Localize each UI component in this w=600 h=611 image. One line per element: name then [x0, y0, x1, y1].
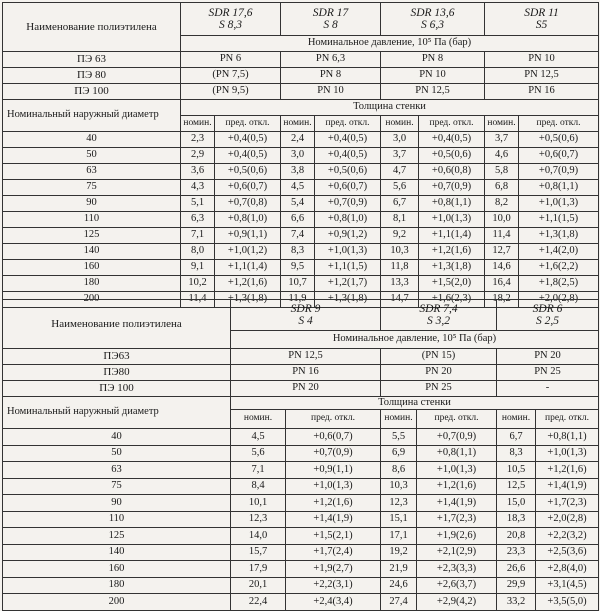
pressure-value: PN 12,5 — [231, 349, 381, 365]
tolerance-cell: +1,5(2,1) — [286, 528, 381, 545]
tolerance-cell: +0,9(1,2) — [315, 228, 381, 244]
tolerance-cell: +0,6(0,7) — [315, 180, 381, 196]
sdr-header — [381, 3, 485, 36]
nominal-cell: 15,7 — [231, 544, 286, 561]
tolerance-cell: +1,1(1,4) — [419, 228, 485, 244]
tolerance-cell: +2,9(4,2) — [417, 594, 497, 611]
tolerance-cell: +0,7(0,9) — [315, 196, 381, 212]
nominal-cell: 3,7 — [381, 148, 419, 164]
tolerance-cell: +1,9(2,6) — [417, 528, 497, 545]
nominal-cell: 5,1 — [181, 196, 215, 212]
diameter-cell: 63 — [3, 462, 231, 479]
nominal-header: номин. — [485, 116, 519, 132]
tolerance-cell: +1,0(1,3) — [417, 462, 497, 479]
nominal-cell: 8,3 — [497, 445, 536, 462]
nominal-cell: 7,1 — [181, 228, 215, 244]
tolerance-cell: +0,6(0,7) — [519, 148, 599, 164]
diameter-cell: 140 — [3, 544, 231, 561]
nominal-cell: 15,0 — [497, 495, 536, 512]
tolerance-cell: +1,0(1,3) — [419, 212, 485, 228]
tolerance-cell: +1,4(1,9) — [417, 495, 497, 512]
tolerance-header: пред. откл. — [315, 116, 381, 132]
tolerance-header: пред. откл. — [419, 116, 485, 132]
nominal-cell: 10,2 — [181, 276, 215, 292]
sdr-value: SDR 11 — [524, 7, 559, 19]
pressure-value: PN 10 — [381, 68, 485, 84]
nominal-cell: 26,6 — [497, 561, 536, 578]
nominal-cell: 6,9 — [381, 445, 417, 462]
tolerance-header: пред. откл. — [417, 410, 497, 429]
nominal-header: номин. — [281, 116, 315, 132]
s-value: S 4 — [298, 315, 313, 327]
nominal-header: номин. — [181, 116, 215, 132]
nominal-cell: 10,0 — [485, 212, 519, 228]
nominal-cell: 12,3 — [381, 495, 417, 512]
nominal-cell: 8,3 — [281, 244, 315, 260]
tolerance-cell: +3,5(5,0) — [536, 594, 599, 611]
nominal-cell: 23,3 — [497, 544, 536, 561]
nominal-cell: 13,3 — [381, 276, 419, 292]
polyethylene-name-header: Наименование полиэтилена — [3, 3, 181, 52]
tolerance-header: пред. откл. — [536, 410, 599, 429]
tolerance-cell: +2,2(3,1) — [286, 577, 381, 594]
tolerance-cell: +1,3(1,8) — [215, 292, 281, 308]
nominal-cell: 12,7 — [485, 244, 519, 260]
nominal-cell: 9,1 — [181, 260, 215, 276]
diameter-cell: 40 — [3, 429, 231, 446]
table-row — [3, 244, 599, 260]
nominal-cell: 7,4 — [281, 228, 315, 244]
diameter-cell: 200 — [3, 292, 181, 308]
table-row — [3, 528, 599, 545]
tolerance-cell: +1,9(2,7) — [286, 561, 381, 578]
nominal-cell: 16,4 — [485, 276, 519, 292]
tolerance-cell: +2,6(3,7) — [417, 577, 497, 594]
table-row — [3, 495, 599, 512]
tolerance-header: пред. откл. — [519, 116, 599, 132]
tolerance-cell: +1,7(2,3) — [417, 511, 497, 528]
nominal-cell: 20,1 — [231, 577, 286, 594]
table-row — [3, 462, 599, 479]
nominal-cell: 11,9 — [281, 292, 315, 308]
table-row — [3, 164, 599, 180]
tolerance-cell: +0,4(0,5) — [215, 132, 281, 148]
tolerance-cell: +0,9(1,1) — [286, 462, 381, 479]
pe-grade-label: ПЭ63 — [3, 349, 231, 365]
tolerance-cell: +1,0(1,3) — [519, 196, 599, 212]
nominal-cell: 10,3 — [381, 478, 417, 495]
tolerance-cell: +1,1(1,4) — [215, 260, 281, 276]
s-value: S 8 — [323, 19, 338, 31]
tolerance-header: пред. откл. — [215, 116, 281, 132]
pressure-value: PN 20 — [381, 365, 497, 381]
nominal-header: номин. — [381, 116, 419, 132]
nominal-cell: 8,6 — [381, 462, 417, 479]
tolerance-cell: +1,0(1,2) — [215, 244, 281, 260]
nominal-cell: 3,0 — [281, 148, 315, 164]
tolerance-cell: +2,0(2,8) — [519, 292, 599, 308]
nominal-cell: 11,4 — [181, 292, 215, 308]
tolerance-cell: +1,7(2,4) — [286, 544, 381, 561]
tolerance-cell: +2,0(2,8) — [536, 511, 599, 528]
nominal-cell: 4,5 — [281, 180, 315, 196]
sdr-header — [231, 300, 381, 331]
pressure-value: PN 16 — [485, 84, 599, 100]
diameter-cell: 110 — [3, 511, 231, 528]
nominal-cell: 33,2 — [497, 594, 536, 611]
tolerance-cell: +0,7(0,9) — [519, 164, 599, 180]
nominal-cell: 22,4 — [231, 594, 286, 611]
s-value: S 8,3 — [219, 19, 242, 31]
nominal-cell: 4,7 — [381, 164, 419, 180]
tolerance-cell: +0,5(0,6) — [419, 148, 485, 164]
s-value: S 6,3 — [421, 19, 444, 31]
pressure-header: Номинальное давление, 10⁵ Па (бар) — [231, 331, 599, 349]
nominal-cell: 24,6 — [381, 577, 417, 594]
tolerance-cell: +0,8(1,0) — [215, 212, 281, 228]
tolerance-cell: +0,9(1,1) — [215, 228, 281, 244]
nominal-cell: 5,6 — [231, 445, 286, 462]
diameter-header: Номинальный наружный диаметр — [3, 397, 231, 429]
nominal-cell: 21,9 — [381, 561, 417, 578]
diameter-cell: 50 — [3, 148, 181, 164]
table-row — [3, 577, 599, 594]
pressure-value: PN 10 — [281, 84, 381, 100]
pressure-value: PN 10 — [485, 52, 599, 68]
nominal-cell: 11,4 — [485, 228, 519, 244]
pressure-value: PN 20 — [497, 349, 599, 365]
thickness-header: Толщина стенки — [181, 100, 599, 116]
nominal-cell: 12,3 — [231, 511, 286, 528]
tolerance-cell: +0,5(0,6) — [215, 164, 281, 180]
tolerance-cell: +0,6(0,7) — [215, 180, 281, 196]
tolerance-cell: +1,4(1,9) — [286, 511, 381, 528]
nominal-cell: 17,1 — [381, 528, 417, 545]
nominal-cell: 4,6 — [485, 148, 519, 164]
tolerance-cell: +1,2(1,6) — [215, 276, 281, 292]
nominal-cell: 5,4 — [281, 196, 315, 212]
thickness-header: Толщина стенки — [231, 397, 599, 410]
nominal-cell: 20,8 — [497, 528, 536, 545]
nominal-cell: 3,8 — [281, 164, 315, 180]
diameter-cell: 180 — [3, 276, 181, 292]
nominal-cell: 19,2 — [381, 544, 417, 561]
tolerance-cell: +1,8(2,5) — [519, 276, 599, 292]
nominal-cell: 10,5 — [497, 462, 536, 479]
diameter-cell: 160 — [3, 260, 181, 276]
tolerance-cell: +1,4(1,9) — [536, 478, 599, 495]
tolerance-cell: +1,6(2,2) — [519, 260, 599, 276]
nominal-cell: 8,2 — [485, 196, 519, 212]
pipe-table-1 — [2, 2, 599, 308]
nominal-cell: 5,5 — [381, 429, 417, 446]
diameter-cell: 63 — [3, 164, 181, 180]
diameter-cell: 75 — [3, 180, 181, 196]
nominal-cell: 3,6 — [181, 164, 215, 180]
pe-grade-label: ПЭ 63 — [3, 52, 181, 68]
tolerance-cell: +0,4(0,5) — [419, 132, 485, 148]
tolerance-cell: +0,7(0,9) — [419, 180, 485, 196]
nominal-cell: 14,0 — [231, 528, 286, 545]
pressure-value: PN 8 — [281, 68, 381, 84]
tolerance-cell: +2,1(2,9) — [417, 544, 497, 561]
tolerance-cell: +2,8(4,0) — [536, 561, 599, 578]
diameter-cell: 40 — [3, 132, 181, 148]
pressure-value: (PN 15) — [381, 349, 497, 365]
nominal-cell: 6,3 — [181, 212, 215, 228]
nominal-cell: 27,4 — [381, 594, 417, 611]
nominal-cell: 8,0 — [181, 244, 215, 260]
tolerance-cell: +1,2(1,6) — [419, 244, 485, 260]
diameter-cell: 160 — [3, 561, 231, 578]
tolerance-cell: +0,8(1,1) — [417, 445, 497, 462]
table-row — [3, 132, 599, 148]
tolerance-cell: +0,4(0,5) — [215, 148, 281, 164]
tolerance-cell: +0,4(0,5) — [315, 132, 381, 148]
sdr-value: SDR 13,6 — [410, 7, 455, 19]
sdr-header — [281, 3, 381, 36]
tolerance-cell: +0,4(0,5) — [315, 148, 381, 164]
nominal-cell: 29,9 — [497, 577, 536, 594]
tolerance-header: пред. откл. — [286, 410, 381, 429]
pressure-value: (PN 9,5) — [181, 84, 281, 100]
diameter-cell: 180 — [3, 577, 231, 594]
nominal-cell: 8,4 — [231, 478, 286, 495]
tolerance-cell: +2,3(3,3) — [417, 561, 497, 578]
diameter-cell: 50 — [3, 445, 231, 462]
tolerance-cell: +1,2(1,6) — [286, 495, 381, 512]
sdr-header — [381, 300, 497, 331]
tolerance-cell: +0,6(0,8) — [419, 164, 485, 180]
tolerance-cell: +1,0(1,3) — [315, 244, 381, 260]
table-row — [3, 429, 599, 446]
pressure-value: PN 12,5 — [381, 84, 485, 100]
diameter-cell: 90 — [3, 196, 181, 212]
pe-grade-label: ПЭ 100 — [3, 84, 181, 100]
pressure-value: - — [497, 381, 599, 397]
table-row — [3, 212, 599, 228]
tolerance-cell: +1,4(2,0) — [519, 244, 599, 260]
tolerance-cell: +1,3(1,8) — [419, 260, 485, 276]
pressure-value: PN 6,3 — [281, 52, 381, 68]
nominal-cell: 6,7 — [381, 196, 419, 212]
nominal-cell: 2,4 — [281, 132, 315, 148]
pressure-value: PN 12,5 — [485, 68, 599, 84]
pipe-table-2 — [2, 299, 599, 611]
tolerance-cell: +0,7(0,9) — [286, 445, 381, 462]
tolerance-cell: +0,8(1,1) — [536, 429, 599, 446]
sdr-header — [497, 300, 599, 331]
tolerance-cell: +1,7(2,3) — [536, 495, 599, 512]
tolerance-cell: +1,3(1,8) — [315, 292, 381, 308]
tolerance-cell: +1,2(1,6) — [536, 462, 599, 479]
diameter-cell: 125 — [3, 228, 181, 244]
tolerance-cell: +2,2(3,2) — [536, 528, 599, 545]
tolerance-cell: +1,0(1,3) — [286, 478, 381, 495]
tolerance-cell: +0,5(0,6) — [519, 132, 599, 148]
sdr-value: SDR 17,6 — [208, 7, 253, 19]
sdr-value: SDR 7,4 — [419, 303, 458, 315]
diameter-cell: 110 — [3, 212, 181, 228]
pe-grade-label: ПЭ80 — [3, 365, 231, 381]
nominal-cell: 5,6 — [381, 180, 419, 196]
nominal-cell: 2,9 — [181, 148, 215, 164]
pressure-value: PN 16 — [231, 365, 381, 381]
tolerance-cell: +1,2(1,7) — [315, 276, 381, 292]
nominal-cell: 6,6 — [281, 212, 315, 228]
nominal-cell: 17,9 — [231, 561, 286, 578]
nominal-cell: 6,8 — [485, 180, 519, 196]
table-row — [3, 180, 599, 196]
nominal-cell: 10,1 — [231, 495, 286, 512]
sdr-header — [485, 3, 599, 36]
tolerance-cell: +0,8(1,0) — [315, 212, 381, 228]
nominal-cell: 10,3 — [381, 244, 419, 260]
table-row — [3, 148, 599, 164]
nominal-cell: 18,3 — [497, 511, 536, 528]
nominal-cell: 8,1 — [381, 212, 419, 228]
table-row — [3, 561, 599, 578]
nominal-header: номин. — [381, 410, 417, 429]
tolerance-cell: +0,7(0,8) — [215, 196, 281, 212]
tolerance-cell: +0,5(0,6) — [315, 164, 381, 180]
table-row — [3, 511, 599, 528]
tolerance-cell: +2,5(3,6) — [536, 544, 599, 561]
diameter-cell: 75 — [3, 478, 231, 495]
polyethylene-name-header: Наименование полиэтилена — [3, 300, 231, 349]
s-value: S 3,2 — [427, 315, 450, 327]
table-row — [3, 196, 599, 212]
nominal-cell: 5,8 — [485, 164, 519, 180]
sdr-value: SDR 6 — [532, 303, 563, 315]
table-row — [3, 594, 599, 611]
tolerance-cell: +1,0(1,3) — [536, 445, 599, 462]
pressure-value: (PN 7,5) — [181, 68, 281, 84]
table-row — [3, 228, 599, 244]
diameter-cell: 140 — [3, 244, 181, 260]
tolerance-cell: +2,4(3,4) — [286, 594, 381, 611]
tolerance-cell: +1,5(2,0) — [419, 276, 485, 292]
nominal-header: номин. — [497, 410, 536, 429]
nominal-cell: 9,2 — [381, 228, 419, 244]
s-value: S5 — [535, 19, 548, 31]
table-row — [3, 276, 599, 292]
table-row — [3, 544, 599, 561]
table-row — [3, 445, 599, 462]
nominal-cell: 14,6 — [485, 260, 519, 276]
nominal-cell: 10,7 — [281, 276, 315, 292]
nominal-cell: 7,1 — [231, 462, 286, 479]
pressure-header: Номинальное давление, 10⁵ Па (бар) — [181, 36, 599, 52]
pe-grade-label: ПЭ 80 — [3, 68, 181, 84]
tolerance-cell: +1,2(1,6) — [417, 478, 497, 495]
nominal-cell: 2,3 — [181, 132, 215, 148]
nominal-header: номин. — [231, 410, 286, 429]
tolerance-cell: +1,6(2,3) — [419, 292, 485, 308]
nominal-cell: 15,1 — [381, 511, 417, 528]
table-row — [3, 478, 599, 495]
nominal-cell: 4,5 — [231, 429, 286, 446]
tolerance-cell: +0,7(0,9) — [417, 429, 497, 446]
pressure-value: PN 25 — [381, 381, 497, 397]
tolerance-cell: +1,1(1,5) — [315, 260, 381, 276]
nominal-cell: 6,7 — [497, 429, 536, 446]
table-row — [3, 260, 599, 276]
tolerance-cell: +0,8(1,1) — [519, 180, 599, 196]
tolerance-cell: +0,6(0,7) — [286, 429, 381, 446]
diameter-cell: 90 — [3, 495, 231, 512]
nominal-cell: 3,0 — [381, 132, 419, 148]
nominal-cell: 12,5 — [497, 478, 536, 495]
diameter-cell: 125 — [3, 528, 231, 545]
sdr-header — [181, 3, 281, 36]
diameter-header: Номинальный наружный диаметр — [3, 100, 181, 132]
nominal-cell: 4,3 — [181, 180, 215, 196]
tolerance-cell: +3,1(4,5) — [536, 577, 599, 594]
nominal-cell: 14,7 — [381, 292, 419, 308]
s-value: S 2,5 — [536, 315, 559, 327]
tolerance-cell: +1,1(1,5) — [519, 212, 599, 228]
sdr-value: SDR 9 — [290, 303, 321, 315]
pressure-value: PN 20 — [231, 381, 381, 397]
nominal-cell: 11,8 — [381, 260, 419, 276]
nominal-cell: 18,2 — [485, 292, 519, 308]
sdr-value: SDR 17 — [312, 7, 349, 19]
diameter-cell: 200 — [3, 594, 231, 611]
tolerance-cell: +0,8(1,1) — [419, 196, 485, 212]
pressure-value: PN 6 — [181, 52, 281, 68]
pressure-value: PN 8 — [381, 52, 485, 68]
pressure-value: PN 25 — [497, 365, 599, 381]
nominal-cell: 3,7 — [485, 132, 519, 148]
pe-grade-label: ПЭ 100 — [3, 381, 231, 397]
nominal-cell: 9,5 — [281, 260, 315, 276]
tolerance-cell: +1,3(1,8) — [519, 228, 599, 244]
